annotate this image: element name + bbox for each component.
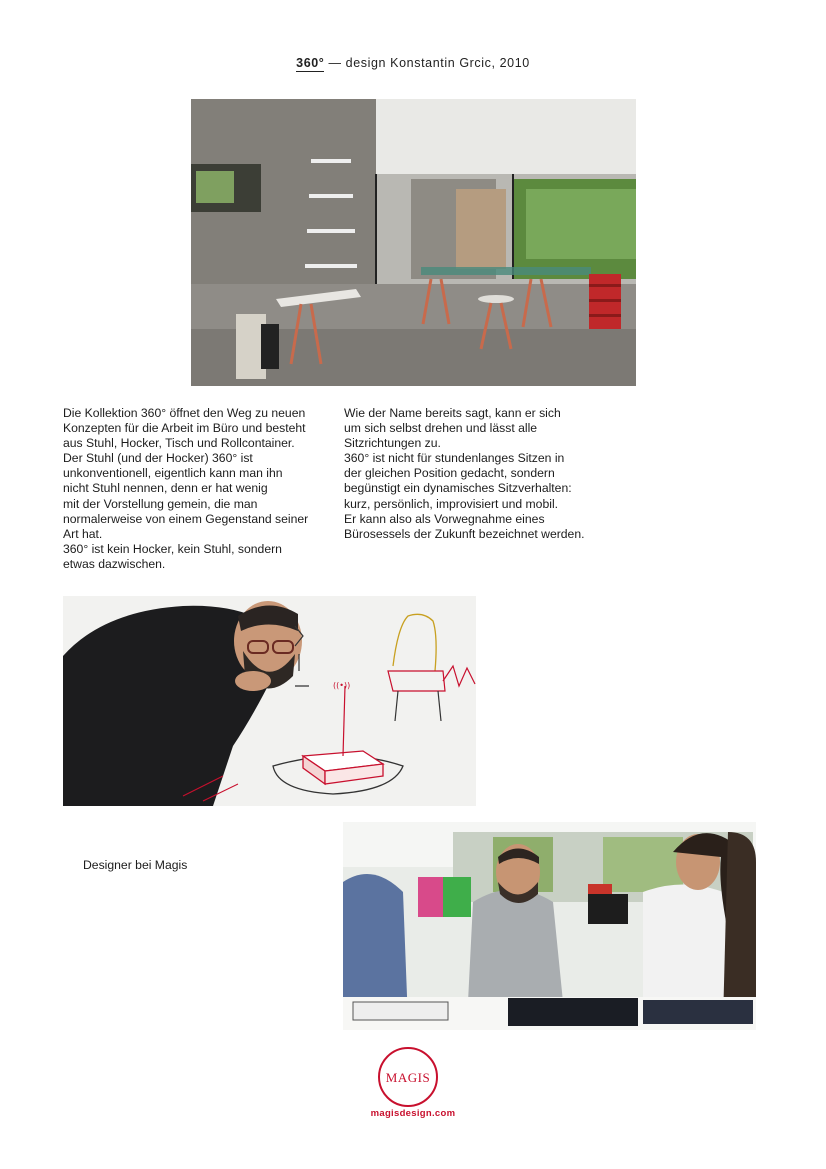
website-link[interactable]: magisdesign.com	[370, 1108, 456, 1119]
designer-credit: — design Konstantin Grcic, 2010	[324, 56, 530, 70]
magis-logo	[376, 1045, 440, 1109]
intro-text-left: Die Kollektion 360° öffnet den Weg zu neuen Konzepten für die Arbeit im Büro und besteht aus Stuhl, Hocker, Tisch und Rollcontainer. Der Stuhl (und der Hocker) 360° ist unkonventionell, eigentlich kann man ihn nicht Stuhl nennen, denn er hat wenig mit der Vorstellung gemein, die man normalerweise von einem Gegenstand seiner Art hat. 360° ist kein Hocker, kein Stuhl, sondern etwas dazwischen.	[63, 406, 309, 571]
product-name: 360°	[296, 56, 325, 70]
meeting-photo	[343, 822, 756, 1030]
intro-text-right: Wie der Name bereits sagt, kann er sich um sich selbst drehen und lässt alle Sitzrichtungen zu. 360° ist nicht für stundenlanges Sitzen in der gleichen Position gedacht, sondern begünstigt ein dynamisches Sitzverhalten: kurz, persönlich, improvisiert und mobil. Er kann also als Vorwegnahme eines Bürosessels der Zukunft bezeichnet werden.	[344, 406, 585, 541]
designer-sketch-photo	[63, 596, 476, 806]
photo-caption: Designer bei Magis	[83, 858, 188, 872]
svg-text:((•)): ((•))	[333, 681, 351, 690]
logo-wordmark: MAGIS	[385, 1070, 431, 1085]
interior-photo	[191, 99, 636, 386]
page-header	[0, 56, 826, 70]
